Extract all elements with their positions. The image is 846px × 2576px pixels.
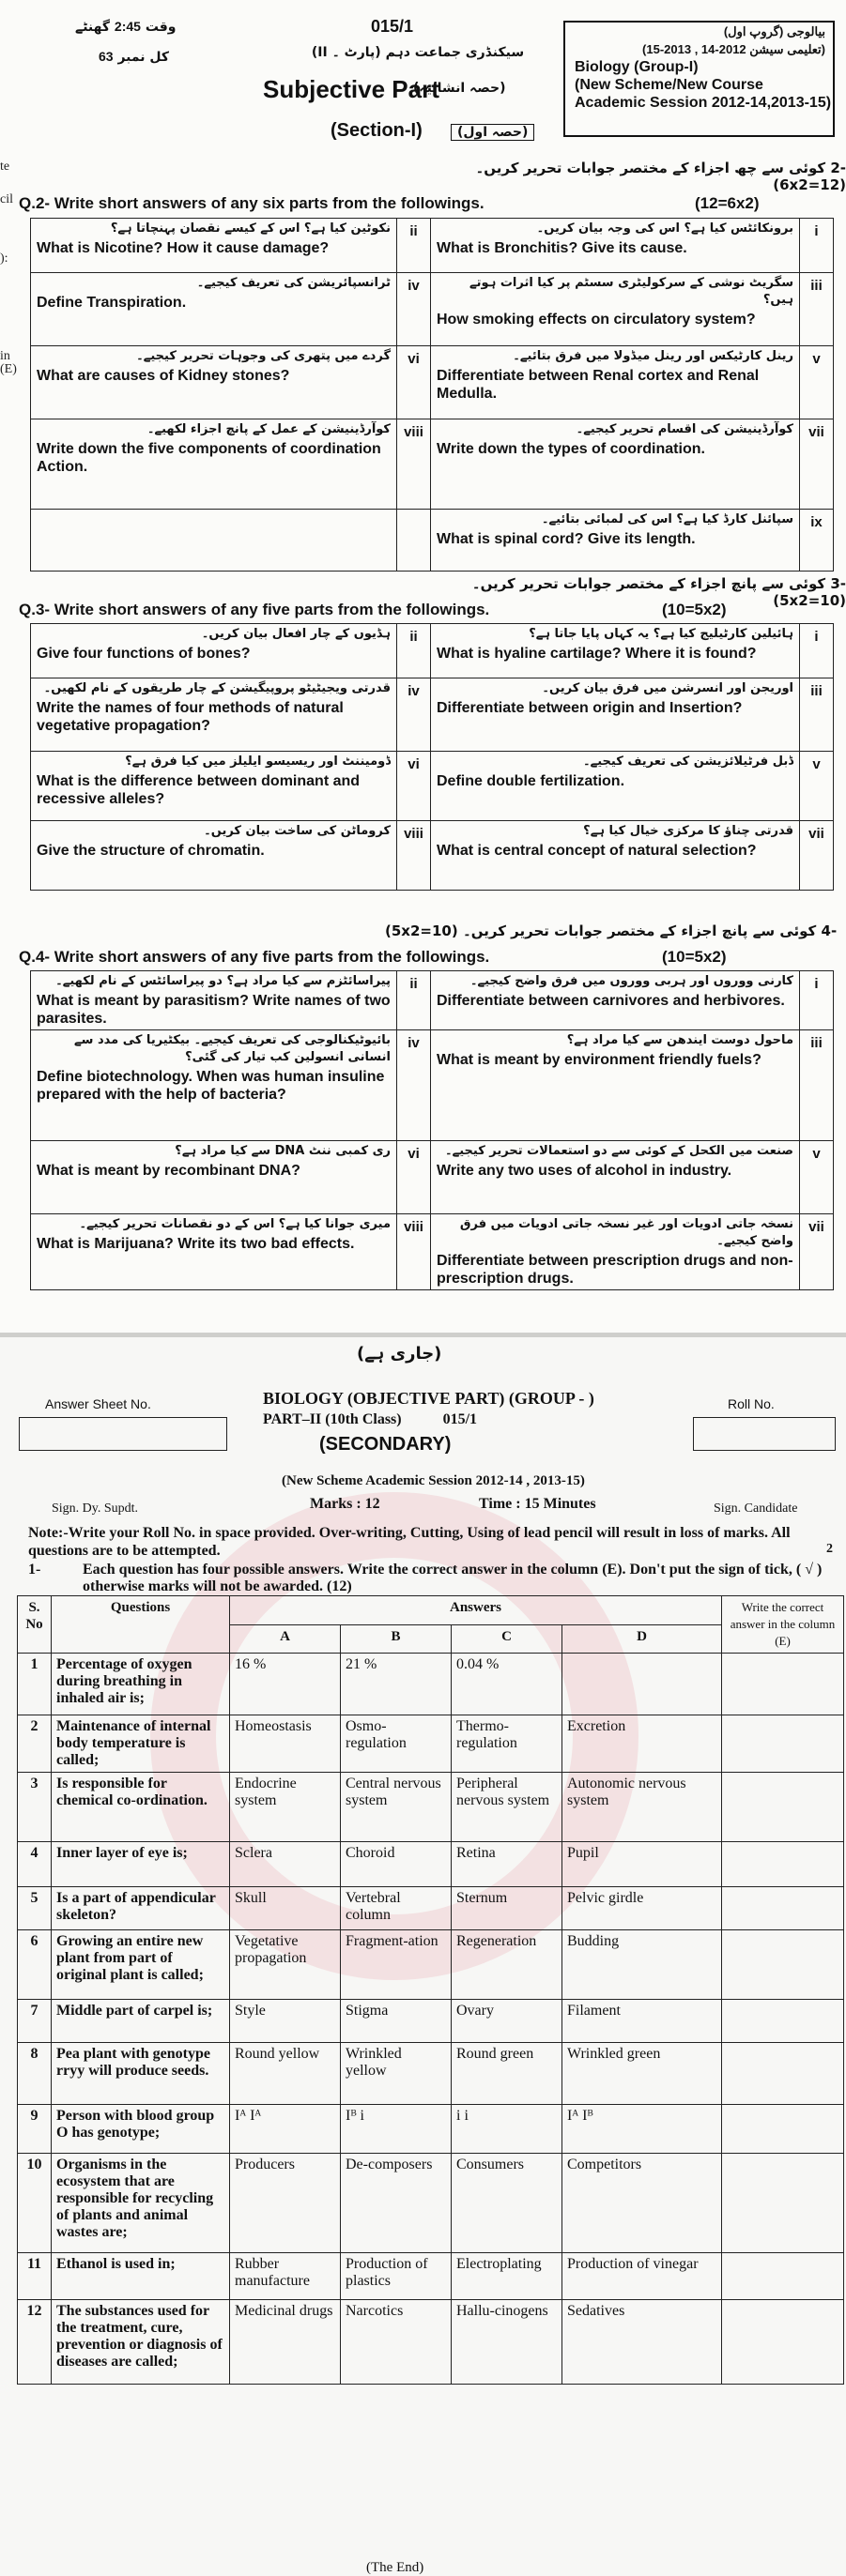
option-d: Pupil (562, 1842, 722, 1887)
question-english: Write down the types of coordination. (437, 441, 705, 457)
question-cell (431, 1030, 800, 1141)
option-a: Skull (230, 1887, 341, 1930)
q4-urdu-heading (385, 922, 837, 939)
question-english: Give four functions of bones? (37, 646, 251, 662)
question-row (31, 752, 834, 821)
mcq-row (18, 2154, 844, 2253)
time-label: Time : 15 Minutes (479, 1496, 596, 1512)
option-d: Budding (562, 1930, 722, 2000)
option-d: Competitors (562, 2154, 722, 2253)
answer-cell[interactable] (722, 2043, 844, 2105)
option-a: Endocrine system (230, 1773, 341, 1842)
answer-cell[interactable] (722, 1842, 844, 1887)
question-cell (431, 752, 800, 821)
option-c: Hallu-cinogens (452, 2300, 562, 2385)
question-english: Give the structure of chromatin. (37, 843, 265, 859)
roll-no-box[interactable] (693, 1417, 836, 1451)
option-a: Vegetative propagation (230, 1930, 341, 2000)
part-number: ii (397, 624, 431, 678)
question-number: 8 (18, 2043, 52, 2105)
session-line: (New Scheme Academic Session 2012-14 , 2013-15) (282, 1473, 585, 1488)
part-number: vi (397, 752, 431, 821)
answer-cell[interactable] (722, 1773, 844, 1842)
part-number: ii (397, 971, 431, 1030)
option-b: Central nervous system (341, 1773, 452, 1842)
question-text: Middle part of carpel is; (52, 2000, 230, 2043)
question-row (31, 624, 834, 678)
part-number: iv (397, 1030, 431, 1141)
q2-urdu-heading (441, 160, 846, 193)
question-cell (31, 419, 397, 510)
question-english: Define Transpiration. (37, 295, 187, 311)
part-number: iii (800, 678, 834, 752)
option-a: Style (230, 2000, 341, 2043)
subjective-urdu: (حصہ انشائیہ) (413, 81, 506, 96)
question-row (31, 821, 834, 891)
q1-instruction: Each question has four possible answers. Write the correct answer in the column (E). Don't put the sign of tick, ( √ ) otherwise marks will not be awarded. (12) (83, 1562, 823, 1594)
question-cell (31, 1030, 397, 1141)
q4-heading: Q.4- Write short answers of any five parts from the followings. (19, 948, 490, 966)
option-b: Stigma (341, 2000, 452, 2043)
answer-cell[interactable] (722, 2253, 844, 2300)
question-row (31, 219, 834, 273)
section-title: (Section-I) (331, 120, 423, 141)
q2-marks-urdu: (12=6x2) (773, 176, 846, 193)
q2-marks: (12=6x2) (695, 194, 760, 212)
question-cell (31, 219, 397, 273)
option-b: De-composers (341, 2154, 452, 2253)
option-b: Iᴮ i (341, 2105, 452, 2154)
question-number: 6 (18, 1930, 52, 2000)
mcq-row (18, 2300, 844, 2385)
q3-instruction-urdu: کوئی سے پانچ اجزاء کے مختصر جوابات تحریر کریں۔ (471, 575, 826, 592)
question-english: What is the difference between dominant and recessive alleles? (37, 773, 361, 807)
question-english: Write the names of four methods of natural vegetative propagation? (37, 700, 344, 734)
question-row (31, 1214, 834, 1290)
q4-table (30, 970, 834, 1290)
option-a: Sclera (230, 1842, 341, 1887)
question-cell (431, 821, 800, 891)
question-cell (31, 678, 397, 752)
session-urdu: (تعلیمی سیشن 2012-14 , 2013-15) (642, 42, 825, 56)
answer-cell[interactable] (722, 2000, 844, 2043)
option-c: Regeneration (452, 1930, 562, 2000)
answer-column-header: Write the correct answer in the column (E) (722, 1596, 844, 1654)
question-urdu: ڈومیننٹ اور ریسیسو ایلیلز میں کیا فرق ہے؟ (125, 755, 391, 769)
edge-text: (E) (0, 362, 17, 376)
question-urdu: ماحول دوست ایندھن سے کیا مراد ہے؟ (566, 1033, 793, 1047)
class-urdu: سیکنڈری جماعت دہم (پارٹ ۔ II) (311, 45, 525, 60)
question-english: Differentiate between carnivores and herbivores. (437, 993, 785, 1009)
part-number: iii (800, 1030, 834, 1141)
question-cell (431, 273, 800, 346)
edge-text: te (0, 160, 10, 174)
the-end: (The End) (366, 2560, 424, 2575)
questions-header: Questions (52, 1596, 230, 1654)
question-english: Define biotechnology. When was human insuline prepared with the help of bacteria? (37, 1069, 385, 1103)
question-english: How smoking effects on circulatory system? (437, 312, 756, 328)
session-en: Academic Session 2012-14,2013-15) (575, 95, 832, 111)
q2-instruction-urdu: کوئی سے چھ اجزاء کے مختصر جوابات تحریر کریں۔ (475, 160, 826, 176)
candidate-sign-label: Sign. Candidate (714, 1501, 798, 1516)
question-text: Pea plant with genotype rryy will produce seeds. (52, 2043, 230, 2105)
q4-instruction-urdu: کوئی سے پانچ اجزاء کے مختصر جوابات تحریر کریں۔ (462, 922, 817, 939)
question-english: What is meant by environment friendly fuels? (437, 1052, 761, 1068)
question-number: 11 (18, 2253, 52, 2300)
q3-heading: Q.3- Write short answers of any five parts from the followings. (19, 601, 490, 618)
part-number: v (800, 346, 834, 419)
option-c: 0.04 % (452, 1654, 562, 1715)
option-b: 21 % (341, 1654, 452, 1715)
option-d: Pelvic girdle (562, 1887, 722, 1930)
part-number: iii (800, 273, 834, 346)
option-b: Wrinkled yellow (341, 2043, 452, 2105)
option-a: Round yellow (230, 2043, 341, 2105)
question-number: 9 (18, 2105, 52, 2154)
question-cell (431, 510, 800, 572)
question-cell (31, 273, 397, 346)
answer-cell[interactable] (722, 2300, 844, 2385)
question-row (31, 1030, 834, 1141)
question-cell (431, 678, 800, 752)
marks-label: Marks : 12 (310, 1496, 380, 1512)
question-number: 7 (18, 2000, 52, 2043)
option-c: Thermo-regulation (452, 1715, 562, 1773)
question-urdu: نکوٹین کیا ہے؟ اس کے کیسے نقصان پہنچاتا ہے؟ (110, 221, 391, 236)
question-number: 5 (18, 1887, 52, 1930)
option-c: Peripheral nervous system (452, 1773, 562, 1842)
question-urdu: سگریٹ نوشی کے سرکولیٹری سسٹم پر کیا اثرات ہوتے ہیں؟ (469, 276, 793, 307)
question-urdu: گردے میں پتھری کی وجوہات تحریر کیجیے۔ (136, 349, 391, 363)
option-c: Round green (452, 2043, 562, 2105)
time-block (75, 19, 177, 35)
part-number: ii (397, 219, 431, 273)
question-english: Differentiate between Renal cortex and Renal Medulla. (437, 368, 760, 402)
question-text: The substances used for the treatment, cure, prevention or diagnosis of diseases are called; (52, 2300, 230, 2385)
question-urdu: کروماٹن کی ساخت بیان کریں۔ (204, 824, 391, 838)
question-number: 10 (18, 2154, 52, 2253)
option-a: Iᴬ Iᴬ (230, 2105, 341, 2154)
q3-number-urdu: -3 (830, 575, 846, 592)
question-urdu: بائیوٹیکنالوجی کی تعریف کیجیے۔ بیکٹیریا کی مدد سے انسانی انسولین کب تیار کی گئی؟ (74, 1033, 391, 1064)
question-english: What is spinal cord? Give its length. (437, 531, 696, 547)
question-row (31, 971, 834, 1030)
option-b-header: B (341, 1624, 452, 1654)
question-cell (431, 1214, 800, 1290)
option-d: Excretion (562, 1715, 722, 1773)
mcq-row (18, 1930, 844, 2000)
question-text: Is a part of appendicular skeleton? (52, 1887, 230, 1930)
question-urdu: پیراسائٹزم سے کیا مراد ہے؟ دو پیراسائٹس کے نام لکھیے۔ (55, 974, 391, 988)
option-c: Sternum (452, 1887, 562, 1930)
option-a: Rubber manufacture (230, 2253, 341, 2300)
mcq-row (18, 2000, 844, 2043)
question-row (31, 678, 834, 752)
question-row (31, 1141, 834, 1214)
question-cell (31, 510, 397, 572)
q2-heading: Q.2- Write short answers of any six parts from the followings. (19, 194, 485, 212)
question-urdu: ٹرانسپائریشن کی تعریف کیجیے۔ (196, 276, 391, 290)
question-cell (431, 1141, 800, 1214)
part-number: v (800, 1141, 834, 1214)
question-english: What is Marijuana? Write its two bad effects. (37, 1236, 355, 1252)
part-number: v (800, 752, 834, 821)
part-number: viii (397, 1214, 431, 1290)
mcq-row (18, 1842, 844, 1887)
edge-text: in (0, 349, 10, 363)
option-c: Ovary (452, 2000, 562, 2043)
mcq-row (18, 1715, 844, 1773)
objective-header-row (18, 1596, 844, 1625)
option-a: Medicinal drugs (230, 2300, 341, 2385)
question-urdu: صنعت میں الکحل کے کوئی سے دو استعمالات تحریر کیجیے۔ (444, 1144, 793, 1158)
question-urdu: کوآرڈینیشن کی اقسام تحریر کیجیے۔ (576, 422, 793, 436)
option-b: Production of plastics (341, 2253, 452, 2300)
roll-no-label: Roll No. (728, 1396, 775, 1411)
part-number: iv (397, 678, 431, 752)
part-number: ix (800, 510, 834, 572)
q4-marks-urdu: (10=5x2) (385, 922, 458, 939)
question-cell (431, 624, 800, 678)
option-a-header: A (230, 1624, 341, 1654)
question-english: Define double fertilization. (437, 773, 625, 789)
question-cell (31, 346, 397, 419)
question-urdu: سپائنل کارڈ کیا ہے؟ اس کی لمبائی بتائیے۔ (541, 512, 793, 526)
question-english: Write any two uses of alcohol in industry. (437, 1163, 732, 1179)
question-cell (31, 752, 397, 821)
section-urdu: (حصہ اول) (451, 124, 534, 141)
question-urdu: قدرتی ویجیٹیٹو پروپیگیشن کے چار طریقوں کے نام لکھیں۔ (43, 681, 391, 695)
question-number: 12 (18, 2300, 52, 2385)
option-a: 16 % (230, 1654, 341, 1715)
continued-label: (جاری ہے) (357, 1344, 442, 1364)
part-number: viii (397, 821, 431, 891)
q2-number-urdu: -2 (830, 160, 846, 176)
total-marks-label: کل نمبر (117, 50, 170, 65)
question-text: Inner layer of eye is; (52, 1842, 230, 1887)
question-urdu: ہڈیوں کے چار افعال بیان کریں۔ (201, 627, 391, 641)
part-number: vi (397, 346, 431, 419)
question-english: What is central concept of natural selection? (437, 843, 757, 859)
question-urdu: نسخہ جاتی ادویات اور غیر نسخہ جاتی ادویات میں فرق واضح کیجیے۔ (459, 1217, 793, 1248)
question-row (31, 419, 834, 510)
note-right: 2 (826, 1542, 833, 1556)
question-urdu: اوریجن اور انسرشن میں فرق بیان کریں۔ (542, 681, 793, 695)
question-text: Percentage of oxygen during breathing in inhaled air is; (52, 1654, 230, 1715)
answer-cell[interactable] (722, 1715, 844, 1773)
option-a: Homeostasis (230, 1715, 341, 1773)
question-urdu: کارنی ووروں اور ہربی ووروں میں فرق واضح کیجیے۔ (469, 974, 793, 988)
option-b: Fragment-ation (341, 1930, 452, 2000)
mcq-row (18, 2253, 844, 2300)
option-b: Osmo-regulation (341, 1715, 452, 1773)
question-row (31, 510, 834, 572)
question-cell (431, 971, 800, 1030)
question-cell (31, 821, 397, 891)
part-number: vi (397, 1141, 431, 1214)
question-english: What is meant by recombinant DNA? (37, 1163, 300, 1179)
answer-cell[interactable] (722, 1930, 844, 2000)
option-c-header: C (452, 1624, 562, 1654)
question-urdu: کوآرڈینیشن کے عمل کے پانچ اجزاء لکھیے۔ (146, 422, 391, 436)
option-c: Electroplating (452, 2253, 562, 2300)
question-english: What is hyaline cartilage? Where it is found? (437, 646, 757, 662)
answer-cell[interactable] (722, 1887, 844, 1930)
question-text: Growing an entire new plant from part of original plant is called; (52, 1930, 230, 2000)
option-d: Sedatives (562, 2300, 722, 2385)
supdt-sign-label: Sign. Dy. Supdt. (52, 1501, 139, 1516)
option-d: Production of vinegar (562, 2253, 722, 2300)
objective-title: BIOLOGY (OBJECTIVE PART) (GROUP - ) (263, 1389, 594, 1408)
question-urdu: قدرتی چناؤ کا مرکزی خیال کیا ہے؟ (583, 824, 793, 838)
subject-en: Biology (Group-I) (575, 59, 699, 75)
part-number: vii (800, 1214, 834, 1290)
question-english: What are causes of Kidney stones? (37, 368, 290, 384)
secondary-label: (SECONDARY) (319, 1434, 452, 1455)
q1-number: 1- (28, 1562, 41, 1578)
question-number: 2 (18, 1715, 52, 1773)
mcq-row (18, 2105, 844, 2154)
option-b: Vertebral column (341, 1887, 452, 1930)
answer-sheet-label: Answer Sheet No. (45, 1396, 151, 1411)
answers-header: Answers (230, 1596, 722, 1625)
option-d: Iᴬ Iᴮ (562, 2105, 722, 2154)
q3-table (30, 623, 834, 891)
question-english: Write down the five components of coordination Action. (37, 441, 381, 475)
question-cell (431, 219, 800, 273)
question-text: Is responsible for chemical co-ordination. (52, 1773, 230, 1842)
question-text: Ethanol is used in; (52, 2253, 230, 2300)
mcq-row (18, 1887, 844, 1930)
question-cell (431, 419, 800, 510)
option-d: Wrinkled green (562, 2043, 722, 2105)
question-cell (31, 971, 397, 1030)
question-urdu: میری جوانا کیا ہے؟ اس کے دو نقصانات تحریر کیجیے۔ (79, 1217, 391, 1231)
part-number: i (800, 971, 834, 1030)
answer-cell[interactable] (722, 2154, 844, 2253)
question-urdu: ڈبل فرٹیلائزیشن کی تعریف کیجیے۔ (583, 755, 793, 769)
question-english: Differentiate between origin and Insertion? (437, 700, 743, 716)
question-urdu: ہائیلین کارٹیلیج کیا ہے؟ یہ کہاں پایا جاتا ہے؟ (529, 627, 793, 641)
option-d: Autonomic nervous system (562, 1773, 722, 1842)
question-urdu: برونکائٹس کیا ہے؟ اس کی وجہ بیان کریں۔ (536, 221, 793, 236)
scheme-en: (New Scheme/New Course (575, 77, 763, 93)
part-number: i (800, 219, 834, 273)
option-c: Consumers (452, 2154, 562, 2253)
question-cell (431, 346, 800, 419)
option-a: Producers (230, 2154, 341, 2253)
option-b: Choroid (341, 1842, 452, 1887)
edge-text: cil (0, 192, 13, 206)
question-urdu: ری کمبی ننٹ DNA سے کیا مراد ہے؟ (175, 1144, 391, 1158)
question-english: Differentiate between prescription drugs and non-prescription drugs. (437, 1253, 793, 1287)
option-d-header: D (562, 1624, 722, 1654)
question-number: 4 (18, 1842, 52, 1887)
objective-part: PART–II (10th Class) 015/1 (263, 1411, 478, 1427)
time-unit: گھنٹے (75, 20, 111, 35)
option-c: i i (452, 2105, 562, 2154)
answer-sheet-box[interactable] (19, 1417, 227, 1451)
paper-code: 015/1 (371, 17, 414, 36)
question-row (31, 273, 834, 346)
edge-text: ): (0, 252, 8, 266)
q4-marks: (10=5x2) (662, 948, 727, 966)
part-number: viii (397, 419, 431, 510)
question-english: What is meant by parasitism? Write names of two parasites. (37, 993, 391, 1027)
part-number (397, 510, 431, 572)
answer-cell[interactable] (722, 1654, 844, 1715)
subject-box (563, 21, 835, 137)
question-urdu: رینل کارٹیکس اور رینل میڈولا میں فرق بتائیے۔ (513, 349, 793, 363)
q2-table (30, 218, 834, 572)
question-text: Organisms in the ecosystem that are responsible for recycling of plants and animal wastes are; (52, 2154, 230, 2253)
part-number: vii (800, 419, 834, 510)
option-b: Narcotics (341, 2300, 452, 2385)
total-marks-value: 63 (99, 49, 114, 64)
question-number: 1 (18, 1654, 52, 1715)
question-row (31, 346, 834, 419)
question-cell (31, 1141, 397, 1214)
answer-cell[interactable] (722, 2105, 844, 2154)
option-d: Filament (562, 2000, 722, 2043)
question-english: What is Bronchitis? Give its cause. (437, 240, 687, 256)
part-number: iv (397, 273, 431, 346)
q3-marks: (10=5x2) (662, 601, 727, 618)
q3-marks-urdu: (10=5x2) (773, 592, 846, 609)
sno-header: S. No (18, 1596, 52, 1654)
q4-number-urdu: -4 (821, 922, 838, 939)
marks-block (99, 49, 169, 65)
subject-urdu: بیالوجی (گروپ اول) (723, 24, 825, 38)
mcq-row (18, 1654, 844, 1715)
mcq-row (18, 2043, 844, 2105)
part-number: i (800, 624, 834, 678)
time-label: وقت (145, 20, 177, 35)
question-text: Maintenance of internal body temperature is called; (52, 1715, 230, 1773)
time-value: 2:45 (114, 19, 141, 34)
question-english: What is Nicotine? How it cause damage? (37, 240, 330, 256)
option-c: Retina (452, 1842, 562, 1887)
objective-table (17, 1595, 844, 2385)
option-d (562, 1654, 722, 1715)
subjective-title: Subjective Part (263, 75, 439, 103)
question-number: 3 (18, 1773, 52, 1842)
question-cell (31, 624, 397, 678)
note-text: Note:-Write your Roll No. in space provided. Over-writing, Cutting, Using of lead pencil will result in loss of marks. All questions are to be attempted. (28, 1525, 791, 1559)
mcq-row (18, 1773, 844, 1842)
question-cell (31, 1214, 397, 1290)
question-text: Person with blood group O has genotype; (52, 2105, 230, 2154)
part-number: vii (800, 821, 834, 891)
